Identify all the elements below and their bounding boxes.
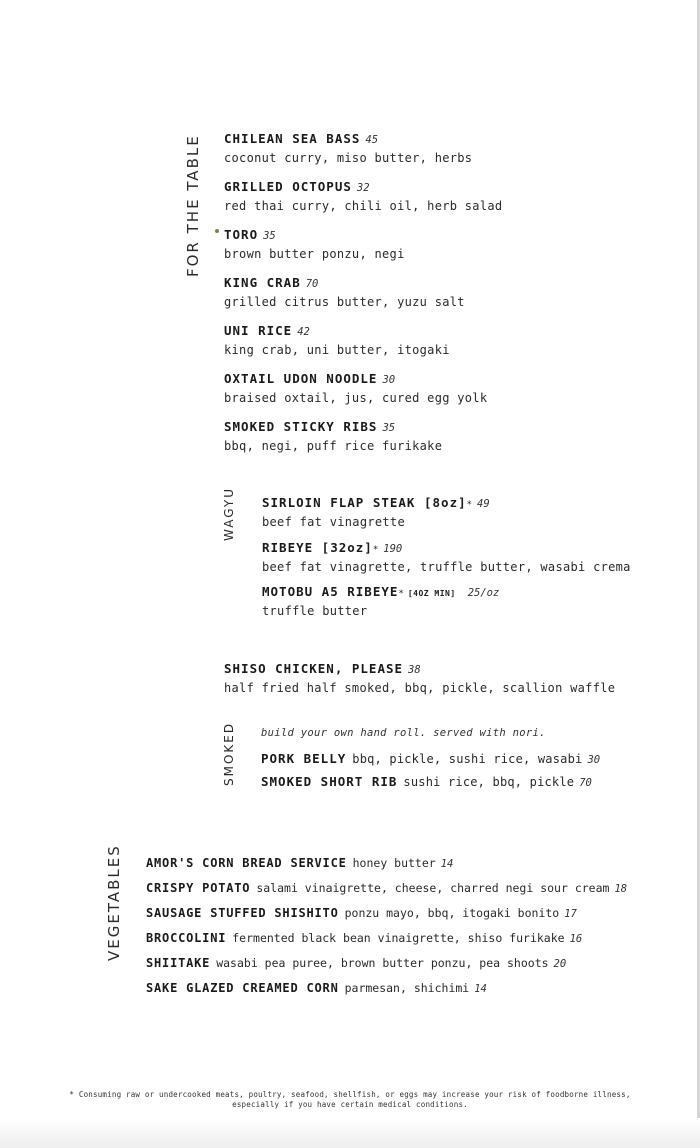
section-label-for-the-table: FOR THE TABLE <box>184 134 202 277</box>
item-name: SHIITAKE <box>146 956 211 970</box>
menu-item <box>261 748 600 767</box>
item-description: braised oxtail, jus, cured egg yolk <box>224 391 488 405</box>
section-label-wagyu: WAGYU <box>222 486 236 541</box>
menu-item <box>224 320 450 357</box>
menu-item <box>224 368 487 405</box>
item-name: UNI RICE <box>224 323 293 338</box>
item-price: 18 <box>614 883 628 895</box>
raw-warning-asterisk: * <box>398 589 404 599</box>
item-description: brown butter ponzu, negi <box>224 247 405 261</box>
item-description: coconut curry, miso butter, herbs <box>224 151 473 165</box>
item-description: beef fat vinagrette, truffle butter, wasabi crema <box>262 560 631 574</box>
item-price: 38 <box>408 664 421 676</box>
menu-item <box>224 272 465 309</box>
item-name: SAKE GLAZED CREAMED CORN <box>146 981 339 995</box>
menu-item <box>224 224 405 261</box>
item-name: CRISPY POTATO <box>146 881 251 895</box>
raw-warning-asterisk: * <box>466 500 473 510</box>
disclaimer <box>40 1090 660 1110</box>
item-name: OXTAIL UDON NOODLE <box>224 371 378 386</box>
menu-item <box>262 581 499 618</box>
item-price: 16 <box>569 933 583 945</box>
item-name: CHILEAN SEA BASS <box>224 131 361 146</box>
menu-item <box>262 537 631 574</box>
item-price: 42 <box>297 326 310 338</box>
menu-item <box>224 176 502 213</box>
item-price: 14 <box>474 983 487 995</box>
menu-item <box>224 128 472 165</box>
menu-item <box>146 852 453 871</box>
hand-roll-note: build your own hand roll. served with nori. <box>261 727 546 739</box>
item-name: KING CRAB <box>224 275 301 290</box>
item-description: salami vinaigrette, cheese, charred negi sour cream <box>256 881 610 895</box>
item-description: wasabi pea puree, brown butter ponzu, pea shoots <box>216 956 549 970</box>
item-name: GRILLED OCTOPUS <box>224 179 352 194</box>
item-name: BROCCOLINI <box>146 931 227 945</box>
section-label-smoked: SMOKED <box>222 721 236 786</box>
item-price: 30 <box>382 374 396 386</box>
item-price: 70 <box>579 777 592 789</box>
item-description: fermented black bean vinaigrette, shiso furikake <box>232 931 565 945</box>
item-name: SMOKED SHORT RIB <box>261 774 398 789</box>
item-price: 17 <box>564 908 577 920</box>
menu-item <box>146 927 582 946</box>
item-name: SMOKED STICKY RIBS <box>224 419 378 434</box>
menu-item <box>146 877 627 896</box>
item-description: half fried half smoked, bbq, pickle, scallion waffle <box>224 681 616 695</box>
item-price: 30 <box>587 754 601 766</box>
section-label-vegetables: VEGETABLES <box>105 844 123 961</box>
item-price: 70 <box>305 278 319 290</box>
item-description: bbq, negi, puff rice furikake <box>224 439 443 453</box>
item-price: 14 <box>440 858 454 870</box>
item-description: ponzu mayo, bbq, itogaki bonito <box>344 906 560 920</box>
item-price: 25/oz <box>467 587 500 599</box>
item-description: honey butter <box>352 856 436 870</box>
menu-item <box>146 952 566 971</box>
item-name: SHISO CHICKEN, PLEASE <box>224 661 404 676</box>
disclaimer-line-2: especially if you have certain medical conditions. <box>232 1100 468 1109</box>
disclaimer-line-1: * Consuming raw or undercooked meats, poultry, seafood, shellfish, or eggs may increase your risk of foodborne illness, <box>69 1090 631 1099</box>
item-description: bbq, pickle, sushi rice, wasabi <box>352 752 583 766</box>
item-description: grilled citrus butter, yuzu salt <box>224 295 465 309</box>
item-name: MOTOBU A5 RIBEYE <box>262 584 399 599</box>
menu-item <box>146 977 487 996</box>
item-price: 45 <box>365 134 379 146</box>
menu-item <box>146 902 577 921</box>
menu-item <box>261 771 592 790</box>
item-name: AMOR'S CORN BREAD SERVICE <box>146 856 347 870</box>
item-description: sushi rice, bbq, pickle <box>403 775 575 789</box>
item-price: 190 <box>383 543 403 555</box>
item-price: 35 <box>382 422 396 434</box>
item-price: 20 <box>553 958 567 970</box>
item-price: 35 <box>263 230 276 242</box>
menu-item <box>262 492 490 529</box>
item-name: RIBEYE [32oz] <box>262 540 373 555</box>
item-name: TORO <box>224 227 259 242</box>
raw-warning-asterisk: * <box>372 545 379 555</box>
item-description: parmesan, shichimi <box>344 981 470 995</box>
menu-item <box>224 658 615 695</box>
item-description: truffle butter <box>262 604 368 618</box>
item-price: 32 <box>356 182 370 194</box>
item-description: red thai curry, chili oil, herb salad <box>224 199 503 213</box>
item-name: PORK BELLY <box>261 751 347 766</box>
item-price: 49 <box>477 498 490 510</box>
page-bottom-shadow <box>0 1118 700 1148</box>
item-name: SAUSAGE STUFFED SHISHITO <box>146 906 339 920</box>
featured-dot-icon <box>215 229 219 233</box>
item-description: king crab, uni butter, itogaki <box>224 343 450 357</box>
menu-item <box>224 416 442 453</box>
item-name: SIRLOIN FLAP STEAK [8oz] <box>262 495 467 510</box>
item-description: beef fat vinagrette <box>262 515 405 529</box>
item-note: [4OZ MIN] <box>407 589 456 598</box>
